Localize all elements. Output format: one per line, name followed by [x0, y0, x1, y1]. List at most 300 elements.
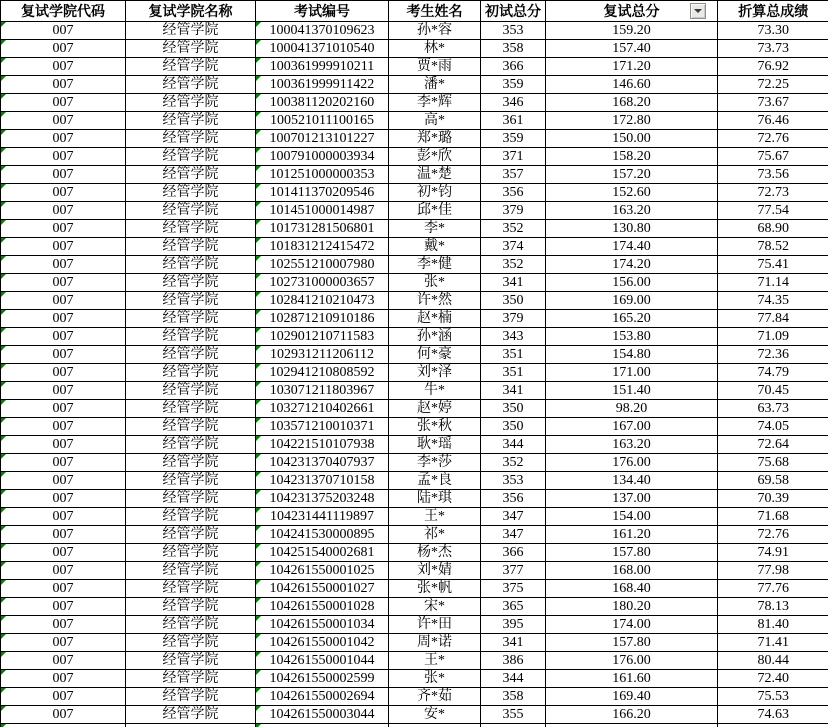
cell-final_score[interactable]: [718, 256, 828, 274]
cell-retest_score[interactable]: [546, 562, 718, 580]
cell-initial_score[interactable]: [481, 400, 546, 418]
cell-exam_number[interactable]: [256, 508, 389, 526]
cell-candidate_name[interactable]: [389, 238, 481, 256]
cell-initial_score[interactable]: [481, 706, 546, 724]
cell-initial_score[interactable]: [481, 688, 546, 706]
cell-college_code[interactable]: [1, 652, 126, 670]
cell-college_code[interactable]: [1, 508, 126, 526]
cell-candidate_name[interactable]: [389, 670, 481, 688]
cell-retest_score[interactable]: [546, 526, 718, 544]
cell-exam_number[interactable]: [256, 724, 389, 727]
cell-final_score[interactable]: [718, 274, 828, 292]
cell-exam_number[interactable]: [256, 454, 389, 472]
column-header-initial_score[interactable]: [481, 1, 546, 22]
cell-final_score[interactable]: [718, 310, 828, 328]
cell-exam_number[interactable]: [256, 130, 389, 148]
cell-initial_score[interactable]: [481, 76, 546, 94]
cell-college_name[interactable]: [126, 616, 256, 634]
cell-exam_number[interactable]: [256, 544, 389, 562]
cell-retest_score[interactable]: [546, 274, 718, 292]
cell-final_score[interactable]: [718, 526, 828, 544]
cell-college_code[interactable]: [1, 688, 126, 706]
cell-retest_score[interactable]: [546, 652, 718, 670]
cell-retest_score[interactable]: [546, 400, 718, 418]
cell-candidate_name[interactable]: [389, 364, 481, 382]
cell-initial_score[interactable]: [481, 724, 546, 727]
cell-retest_score[interactable]: [546, 490, 718, 508]
cell-initial_score[interactable]: [481, 634, 546, 652]
cell-college_code[interactable]: [1, 238, 126, 256]
cell-final_score[interactable]: [718, 472, 828, 490]
cell-final_score[interactable]: [718, 364, 828, 382]
cell-college_code[interactable]: [1, 400, 126, 418]
cell-retest_score[interactable]: [546, 688, 718, 706]
cell-college_code[interactable]: [1, 346, 126, 364]
cell-college_code[interactable]: [1, 292, 126, 310]
cell-college_name[interactable]: [126, 40, 256, 58]
cell-exam_number[interactable]: [256, 40, 389, 58]
cell-value: 007: [52, 239, 74, 254]
cell-college_code[interactable]: [1, 724, 126, 727]
cell-candidate_name[interactable]: [389, 436, 481, 454]
cell-college_name[interactable]: [126, 166, 256, 184]
cell-college_code[interactable]: [1, 598, 126, 616]
column-header-college_name[interactable]: [126, 1, 256, 22]
cell-college_name[interactable]: [126, 202, 256, 220]
cell-initial_score[interactable]: [481, 310, 546, 328]
cell-final_score[interactable]: [718, 328, 828, 346]
cell-college_name[interactable]: [126, 436, 256, 454]
cell-final_score[interactable]: [718, 292, 828, 310]
cell-initial_score[interactable]: [481, 220, 546, 238]
cell-retest_score[interactable]: [546, 544, 718, 562]
cell-college_code[interactable]: [1, 310, 126, 328]
cell-candidate_name[interactable]: [389, 454, 481, 472]
cell-exam_number[interactable]: [256, 688, 389, 706]
cell-candidate_name[interactable]: [389, 310, 481, 328]
cell-retest_score[interactable]: [546, 454, 718, 472]
cell-initial_score[interactable]: [481, 616, 546, 634]
cell-initial_score[interactable]: [481, 526, 546, 544]
cell-college_code[interactable]: [1, 364, 126, 382]
cell-candidate_name[interactable]: [389, 112, 481, 130]
cell-retest_score[interactable]: [546, 472, 718, 490]
cell-final_score[interactable]: [718, 166, 828, 184]
cell-retest_score[interactable]: [546, 94, 718, 112]
cell-college_name[interactable]: [126, 238, 256, 256]
cell-final_score[interactable]: [718, 616, 828, 634]
cell-college_name[interactable]: [126, 562, 256, 580]
cell-exam_number[interactable]: [256, 670, 389, 688]
cell-initial_score[interactable]: [481, 490, 546, 508]
cell-exam_number[interactable]: [256, 634, 389, 652]
cell-final_score[interactable]: [718, 112, 828, 130]
cell-college_name[interactable]: [126, 184, 256, 202]
cell-college_code[interactable]: [1, 40, 126, 58]
cell-candidate_name[interactable]: [389, 40, 481, 58]
cell-initial_score[interactable]: [481, 454, 546, 472]
cell-retest_score[interactable]: [546, 382, 718, 400]
column-header-college_code[interactable]: [1, 1, 126, 22]
cell-retest_score[interactable]: [546, 238, 718, 256]
cell-college_name[interactable]: [126, 274, 256, 292]
cell-initial_score[interactable]: [481, 274, 546, 292]
cell-college_code[interactable]: [1, 436, 126, 454]
cell-retest_score[interactable]: [546, 130, 718, 148]
cell-college_name[interactable]: [126, 148, 256, 166]
cell-candidate_name[interactable]: [389, 724, 481, 727]
cell-retest_score[interactable]: [546, 40, 718, 58]
cell-initial_score[interactable]: [481, 544, 546, 562]
cell-exam_number[interactable]: [256, 202, 389, 220]
cell-candidate_name[interactable]: [389, 22, 481, 40]
cell-exam_number[interactable]: [256, 436, 389, 454]
cell-college_name[interactable]: [126, 472, 256, 490]
cell-initial_score[interactable]: [481, 364, 546, 382]
cell-retest_score[interactable]: [546, 184, 718, 202]
cell-candidate_name[interactable]: [389, 562, 481, 580]
cell-college_code[interactable]: [1, 130, 126, 148]
cell-exam_number[interactable]: [256, 94, 389, 112]
cell-retest_score[interactable]: [546, 22, 718, 40]
cell-college_name[interactable]: [126, 22, 256, 40]
cell-college_code[interactable]: [1, 58, 126, 76]
cell-candidate_name[interactable]: [389, 328, 481, 346]
cell-initial_score[interactable]: [481, 652, 546, 670]
cell-initial_score[interactable]: [481, 508, 546, 526]
autofilter-dropdown-button[interactable]: [690, 3, 706, 19]
cell-college_code[interactable]: [1, 328, 126, 346]
cell-value: 经管学院: [162, 563, 219, 578]
cell-college_name[interactable]: [126, 544, 256, 562]
cell-college_name[interactable]: [126, 400, 256, 418]
cell-college_code[interactable]: [1, 202, 126, 220]
cell-final_score[interactable]: [718, 634, 828, 652]
cell-college_code[interactable]: [1, 472, 126, 490]
cell-exam_number[interactable]: [256, 616, 389, 634]
cell-retest_score[interactable]: [546, 58, 718, 76]
cell-retest_score[interactable]: [546, 166, 718, 184]
cell-candidate_name[interactable]: [389, 490, 481, 508]
cell-exam_number[interactable]: [256, 526, 389, 544]
cell-initial_score[interactable]: [481, 598, 546, 616]
cell-exam_number[interactable]: [256, 76, 389, 94]
cell-initial_score[interactable]: [481, 292, 546, 310]
cell-college_name[interactable]: [126, 292, 256, 310]
cell-college_code[interactable]: [1, 544, 126, 562]
cell-college_code[interactable]: [1, 526, 126, 544]
cell-retest_score[interactable]: [546, 724, 718, 727]
cell-college_code[interactable]: [1, 184, 126, 202]
cell-initial_score[interactable]: [481, 580, 546, 598]
column-header-final_score[interactable]: [718, 1, 828, 22]
cell-value: 102901210711583: [269, 329, 375, 344]
cell-candidate_name[interactable]: [389, 580, 481, 598]
cell-candidate_name[interactable]: [389, 346, 481, 364]
cell-final_score[interactable]: [718, 220, 828, 238]
cell-exam_number[interactable]: [256, 292, 389, 310]
cell-college_name[interactable]: [126, 508, 256, 526]
cell-final_score[interactable]: [718, 400, 828, 418]
cell-college_name[interactable]: [126, 598, 256, 616]
cell-college_name[interactable]: [126, 328, 256, 346]
cell-college_name[interactable]: [126, 94, 256, 112]
cell-exam_number[interactable]: [256, 346, 389, 364]
cell-value: 77.76: [757, 581, 789, 596]
cell-exam_number[interactable]: [256, 562, 389, 580]
number-as-text-indicator-icon: [1, 616, 6, 621]
cell-final_score[interactable]: [718, 76, 828, 94]
cell-college_code[interactable]: [1, 274, 126, 292]
cell-exam_number[interactable]: [256, 22, 389, 40]
cell-exam_number[interactable]: [256, 58, 389, 76]
cell-final_score[interactable]: [718, 184, 828, 202]
cell-retest_score[interactable]: [546, 598, 718, 616]
cell-exam_number[interactable]: [256, 166, 389, 184]
cell-initial_score[interactable]: [481, 148, 546, 166]
cell-candidate_name[interactable]: [389, 292, 481, 310]
cell-college_name[interactable]: [126, 130, 256, 148]
cell-candidate_name[interactable]: [389, 418, 481, 436]
cell-candidate_name[interactable]: [389, 58, 481, 76]
cell-college_code[interactable]: [1, 706, 126, 724]
cell-initial_score[interactable]: [481, 166, 546, 184]
cell-college_name[interactable]: [126, 580, 256, 598]
cell-college_name[interactable]: [126, 112, 256, 130]
cell-exam_number[interactable]: [256, 184, 389, 202]
cell-candidate_name[interactable]: [389, 598, 481, 616]
cell-retest_score[interactable]: [546, 616, 718, 634]
cell-final_score[interactable]: [718, 544, 828, 562]
cell-initial_score[interactable]: [481, 202, 546, 220]
cell-initial_score[interactable]: [481, 670, 546, 688]
cell-final_score[interactable]: [718, 130, 828, 148]
cell-college_code[interactable]: [1, 454, 126, 472]
cell-initial_score[interactable]: [481, 40, 546, 58]
cell-retest_score[interactable]: [546, 220, 718, 238]
cell-final_score[interactable]: [718, 94, 828, 112]
cell-exam_number[interactable]: [256, 418, 389, 436]
cell-college_name[interactable]: [126, 652, 256, 670]
cell-final_score[interactable]: [718, 202, 828, 220]
cell-retest_score[interactable]: [546, 508, 718, 526]
cell-initial_score[interactable]: [481, 130, 546, 148]
cell-college_name[interactable]: [126, 346, 256, 364]
cell-exam_number[interactable]: [256, 238, 389, 256]
cell-final_score[interactable]: [718, 490, 828, 508]
cell-retest_score[interactable]: [546, 580, 718, 598]
cell-candidate_name[interactable]: [389, 526, 481, 544]
cell-exam_number[interactable]: [256, 652, 389, 670]
cell-retest_score[interactable]: [546, 202, 718, 220]
cell-college_name[interactable]: [126, 418, 256, 436]
cell-exam_number[interactable]: [256, 256, 389, 274]
cell-exam_number[interactable]: [256, 274, 389, 292]
cell-retest_score[interactable]: [546, 112, 718, 130]
cell-college_code[interactable]: [1, 490, 126, 508]
cell-college_code[interactable]: [1, 94, 126, 112]
cell-college_name[interactable]: [126, 256, 256, 274]
cell-college_code[interactable]: [1, 418, 126, 436]
cell-college_name[interactable]: [126, 382, 256, 400]
cell-candidate_name[interactable]: [389, 148, 481, 166]
cell-final_score[interactable]: [718, 22, 828, 40]
cell-candidate_name[interactable]: [389, 256, 481, 274]
number-as-text-indicator-icon: [1, 418, 6, 423]
cell-final_score[interactable]: [718, 238, 828, 256]
cell-initial_score[interactable]: [481, 346, 546, 364]
cell-exam_number[interactable]: [256, 328, 389, 346]
cell-college_code[interactable]: [1, 382, 126, 400]
cell-retest_score[interactable]: [546, 436, 718, 454]
cell-candidate_name[interactable]: [389, 202, 481, 220]
cell-exam_number[interactable]: [256, 220, 389, 238]
cell-final_score[interactable]: [718, 454, 828, 472]
cell-exam_number[interactable]: [256, 706, 389, 724]
column-header-exam_number[interactable]: [256, 1, 389, 22]
cell-exam_number[interactable]: [256, 472, 389, 490]
cell-candidate_name[interactable]: [389, 382, 481, 400]
cell-college_code[interactable]: [1, 220, 126, 238]
cell-college_name[interactable]: [126, 454, 256, 472]
cell-value: 007: [52, 185, 74, 200]
cell-retest_score[interactable]: [546, 418, 718, 436]
cell-college_code[interactable]: [1, 616, 126, 634]
cell-final_score[interactable]: [718, 508, 828, 526]
cell-initial_score[interactable]: [481, 94, 546, 112]
cell-initial_score[interactable]: [481, 238, 546, 256]
cell-final_score[interactable]: [718, 580, 828, 598]
cell-final_score[interactable]: [718, 598, 828, 616]
cell-college_name[interactable]: [126, 76, 256, 94]
cell-final_score[interactable]: [718, 40, 828, 58]
cell-candidate_name[interactable]: [389, 94, 481, 112]
cell-college_name[interactable]: [126, 526, 256, 544]
cell-candidate_name[interactable]: [389, 544, 481, 562]
cell-exam_number[interactable]: [256, 598, 389, 616]
cell-candidate_name[interactable]: [389, 166, 481, 184]
cell-retest_score[interactable]: [546, 148, 718, 166]
cell-final_score[interactable]: [718, 346, 828, 364]
cell-initial_score[interactable]: [481, 256, 546, 274]
cell-exam_number[interactable]: [256, 148, 389, 166]
cell-final_score[interactable]: [718, 148, 828, 166]
cell-college_code[interactable]: [1, 22, 126, 40]
cell-candidate_name[interactable]: [389, 274, 481, 292]
cell-retest_score[interactable]: [546, 670, 718, 688]
cell-exam_number[interactable]: [256, 112, 389, 130]
cell-retest_score[interactable]: [546, 76, 718, 94]
cell-exam_number[interactable]: [256, 490, 389, 508]
cell-retest_score[interactable]: [546, 346, 718, 364]
cell-candidate_name[interactable]: [389, 508, 481, 526]
cell-retest_score[interactable]: [546, 328, 718, 346]
cell-college_name[interactable]: [126, 706, 256, 724]
cell-retest_score[interactable]: [546, 706, 718, 724]
cell-exam_number[interactable]: [256, 364, 389, 382]
cell-exam_number[interactable]: [256, 382, 389, 400]
cell-college_name[interactable]: [126, 688, 256, 706]
cell-college_code[interactable]: [1, 670, 126, 688]
cell-value: 007: [52, 275, 74, 290]
cell-value: 74.63: [757, 707, 789, 722]
cell-candidate_name[interactable]: [389, 616, 481, 634]
cell-retest_score[interactable]: [546, 310, 718, 328]
cell-candidate_name[interactable]: [389, 652, 481, 670]
cell-college_code[interactable]: [1, 76, 126, 94]
cell-initial_score[interactable]: [481, 58, 546, 76]
cell-initial_score[interactable]: [481, 382, 546, 400]
cell-candidate_name[interactable]: [389, 472, 481, 490]
cell-final_score[interactable]: [718, 724, 828, 727]
cell-retest_score[interactable]: [546, 634, 718, 652]
cell-college_name[interactable]: [126, 310, 256, 328]
cell-college_name[interactable]: [126, 58, 256, 76]
cell-college_code[interactable]: [1, 112, 126, 130]
cell-final_score[interactable]: [718, 382, 828, 400]
column-header-candidate_name[interactable]: [389, 1, 481, 22]
cell-initial_score[interactable]: [481, 436, 546, 454]
cell-college_name[interactable]: [126, 364, 256, 382]
cell-initial_score[interactable]: [481, 472, 546, 490]
cell-final_score[interactable]: [718, 688, 828, 706]
cell-retest_score[interactable]: [546, 292, 718, 310]
cell-retest_score[interactable]: [546, 364, 718, 382]
cell-candidate_name[interactable]: [389, 634, 481, 652]
cell-value: 经管学院: [162, 59, 219, 74]
cell-exam_number[interactable]: [256, 310, 389, 328]
cell-candidate_name[interactable]: [389, 184, 481, 202]
cell-candidate_name[interactable]: [389, 400, 481, 418]
cell-value: 72.76: [757, 131, 789, 146]
cell-candidate_name[interactable]: [389, 76, 481, 94]
cell-exam_number[interactable]: [256, 580, 389, 598]
cell-final_score[interactable]: [718, 58, 828, 76]
cell-college_name[interactable]: [126, 634, 256, 652]
cell-initial_score[interactable]: [481, 184, 546, 202]
cell-exam_number[interactable]: [256, 400, 389, 418]
column-header-retest_score[interactable]: [546, 1, 718, 22]
cell-college_name[interactable]: [126, 724, 256, 727]
cell-final_score[interactable]: [718, 652, 828, 670]
cell-college_code[interactable]: [1, 148, 126, 166]
cell-candidate_name[interactable]: [389, 130, 481, 148]
cell-final_score[interactable]: [718, 670, 828, 688]
cell-college_name[interactable]: [126, 670, 256, 688]
cell-college_code[interactable]: [1, 562, 126, 580]
cell-candidate_name[interactable]: [389, 220, 481, 238]
cell-college_code[interactable]: [1, 580, 126, 598]
cell-college_code[interactable]: [1, 634, 126, 652]
cell-final_score[interactable]: [718, 436, 828, 454]
cell-final_score[interactable]: [718, 418, 828, 436]
cell-final_score[interactable]: [718, 706, 828, 724]
cell-college_code[interactable]: [1, 166, 126, 184]
cell-initial_score[interactable]: [481, 418, 546, 436]
cell-initial_score[interactable]: [481, 328, 546, 346]
cell-initial_score[interactable]: [481, 562, 546, 580]
cell-final_score[interactable]: [718, 562, 828, 580]
cell-college_name[interactable]: [126, 490, 256, 508]
cell-candidate_name[interactable]: [389, 688, 481, 706]
cell-college_name[interactable]: [126, 220, 256, 238]
cell-candidate_name[interactable]: [389, 706, 481, 724]
cell-initial_score[interactable]: [481, 112, 546, 130]
cell-retest_score[interactable]: [546, 256, 718, 274]
cell-value: 104231370710158: [269, 473, 375, 488]
cell-initial_score[interactable]: [481, 22, 546, 40]
cell-college_code[interactable]: [1, 256, 126, 274]
